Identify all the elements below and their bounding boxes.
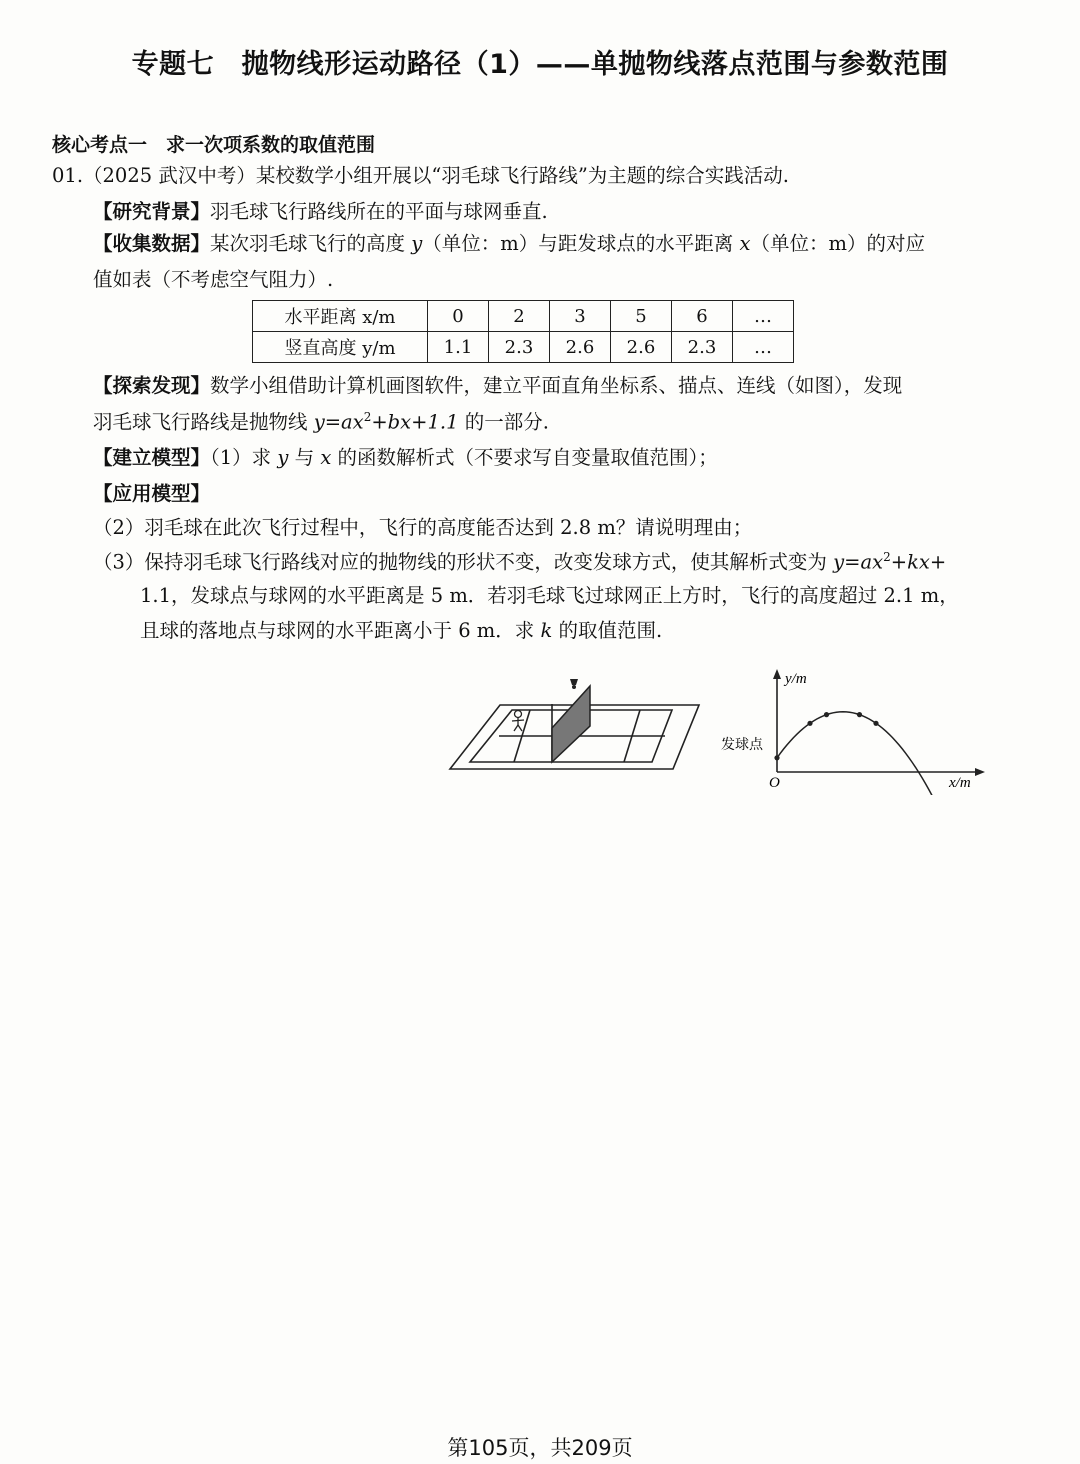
explore-text: 数学小组借助计算机画图软件，建立平面直角坐标系、描点、连线（如图），发现 [210, 374, 903, 397]
x-axis-label: x/m [949, 775, 971, 791]
table-cell: 2.3 [489, 332, 550, 363]
table-cell: … [733, 332, 794, 363]
table-cell: 3 [550, 301, 611, 332]
y-axis-arrow [773, 669, 781, 679]
data-point [824, 712, 829, 717]
table-header-x: 水平距离 x/m [253, 301, 428, 332]
var-x: x [739, 232, 751, 255]
table-cell: 2.6 [611, 332, 672, 363]
table-cell: 6 [672, 301, 733, 332]
table-row [253, 301, 794, 332]
explore-line-1 [93, 374, 902, 397]
data-table [252, 300, 794, 363]
data-point [873, 721, 878, 726]
badminton-court-figure [440, 668, 710, 778]
problem-number: 01. [52, 164, 84, 187]
player-icon [512, 711, 524, 732]
explore-line-2 [93, 410, 549, 434]
question-3-line-2: 1.1，发球点与球网的水平距离是 5 m．若羽毛球飞过球网正上方时，飞行的高度超过 2.1 m， [140, 584, 959, 607]
table-header-y: 竖直高度 y/m [253, 332, 428, 363]
y-axis-label: y/m [785, 671, 807, 687]
table-cell: 1.1 [428, 332, 489, 363]
var-k: k [540, 619, 553, 642]
collect-line-2: 值如表（不考虑空气阻力）. [93, 268, 334, 291]
data-point [807, 721, 812, 726]
page-number: 第105页，共209页 [447, 1436, 633, 1460]
collect-line-1 [93, 232, 925, 255]
formula: y=ax [313, 410, 364, 434]
explore-text: 羽毛球飞行路线是抛物线 [93, 410, 314, 434]
var-y: y [411, 232, 423, 255]
table-row [253, 332, 794, 363]
formula: y=ax [833, 550, 884, 574]
background-line [93, 200, 548, 223]
net [552, 686, 590, 762]
collect-tag: 【收集数据】 [93, 232, 211, 255]
formula-exponent: 2 [363, 410, 372, 424]
trajectory-curve [777, 712, 962, 795]
model-text: 与 [288, 446, 321, 469]
serve-point-label: 发球点 [721, 737, 763, 753]
question-3-line-3 [140, 619, 662, 642]
section-title: 核心考点一 求一次项系数的取值范围 [52, 134, 376, 156]
x-axis-arrow [975, 768, 985, 776]
coordinate-graph [715, 665, 1005, 795]
q3-text: 且球的落地点与球网的水平距离小于 6 m．求 [140, 619, 541, 642]
formula: +bx+1.1 [371, 410, 459, 434]
formula: +kx+ [890, 550, 947, 574]
background-tag: 【研究背景】 [93, 200, 211, 223]
question-2: （2）羽毛球在此次飞行过程中，飞行的高度能否达到 2.8 m？请说明理由； [93, 516, 753, 539]
model-line [93, 446, 718, 469]
model-text: （1）求 [210, 446, 278, 469]
problem-source: （2025 武汉中考） [83, 164, 256, 187]
table-cell: 2.6 [550, 332, 611, 363]
q3-text: （3）保持羽毛球飞行路线对应的抛物线的形状不变，改变发球方式，使其解析式变为 [93, 550, 834, 574]
shuttlecock-icon [570, 679, 578, 689]
q3-text: 的取值范围. [552, 619, 663, 642]
collect-text: （单位：m）与距发球点的水平距离 [422, 232, 740, 255]
table-cell: … [733, 301, 794, 332]
table-cell: 0 [428, 301, 489, 332]
apply-tag: 【应用模型】 [93, 482, 211, 505]
explore-text: 的一部分. [458, 410, 549, 434]
model-text: 的函数解析式（不要求写自变量取值范围）； [331, 446, 718, 469]
data-points [774, 712, 878, 760]
explore-tag: 【探索发现】 [93, 374, 211, 397]
origin-label: O [769, 775, 780, 791]
collect-text: 某次羽毛球飞行的高度 [210, 232, 412, 255]
problem-intro: 某校数学小组开展以“羽毛球飞行路线”为主题的综合实践活动. [255, 164, 789, 187]
table-cell: 2 [489, 301, 550, 332]
question-3-line-1 [93, 550, 946, 574]
model-tag: 【建立模型】 [93, 446, 211, 469]
problem-intro-line [52, 164, 789, 187]
page-title: 专题七 抛物线形运动路径（1）——单抛物线落点范围与参数范围 [131, 49, 949, 80]
collect-text: （单位：m）的对应 [750, 232, 925, 255]
table-cell: 2.3 [672, 332, 733, 363]
var-x: x [320, 446, 332, 469]
background-text: 羽毛球飞行路线所在的平面与球网垂直. [210, 200, 548, 223]
table-cell: 5 [611, 301, 672, 332]
data-point [857, 712, 862, 717]
var-y: y [277, 446, 289, 469]
formula-exponent: 2 [883, 550, 891, 564]
data-point [774, 755, 779, 760]
